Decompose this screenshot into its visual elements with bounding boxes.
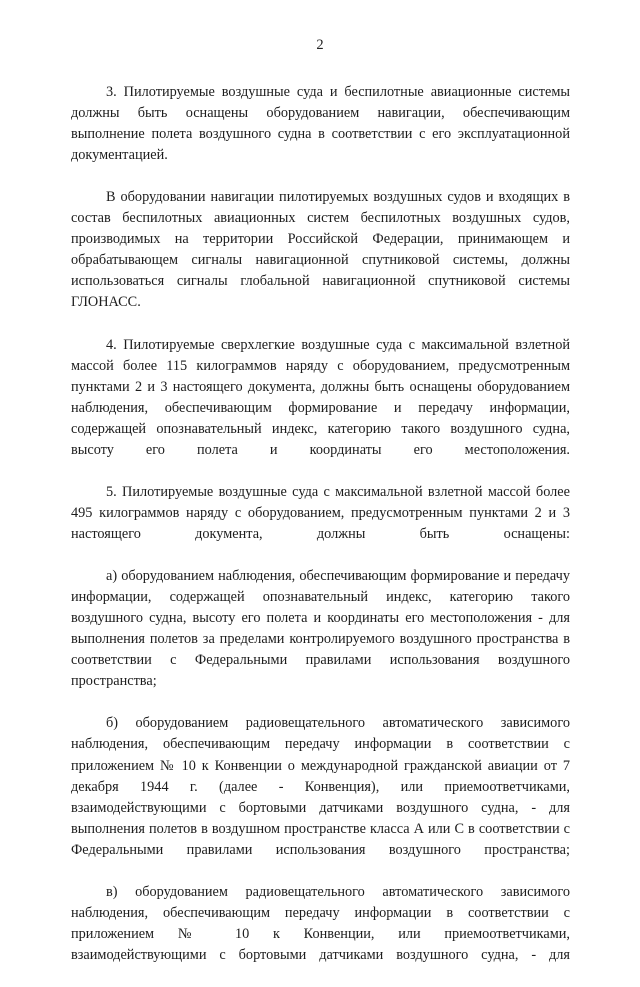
paragraph-item-3-continued: В оборудовании навигации пилотируемых воздушных судов и входящих в состав беспилотных авиационных систем беспилотных воздушных судов, производимых на территории Российской Федерации, принимающем и обрабатывающем сигналы навигационной спутниковой системы, должны использоваться сигналы глобальной навигационной спутниковой системы ГЛОНАСС. [71,189,570,311]
paragraph-item-4: 4. Пилотируемые сверхлегкие воздушные суда с максимальной взлетной массой более 115 килограммов наряду с оборудованием, предусмотренным пунктами 2 и 3 настоящего документа, должны быть оснащены оборудованием наблюдения, обеспечивающим формирование и передачу информации, содержащей опознавательный индекс, категорию такого воздушного судна, высоту его полета и координаты его местоположения. [71,336,570,458]
paragraph-item-5: 5. Пилотируемые воздушные суда с максимальной взлетной массой более 495 килограммов наряду с оборудованием, предусмотренным пунктами 2 и 3 настоящего документа, должны быть оснащены: [71,483,570,542]
paragraph-item-3: 3. Пилотируемые воздушные суда и беспилотные авиационные системы должны быть оснащены оборудованием навигации, обеспечивающим выполнение полета воздушного судна в соответствии с его эксплуатационной документацией. [71,84,570,164]
document-body [71,82,570,987]
page-number: 2 [316,37,324,53]
paragraph-item-5-a: а) оборудованием наблюдения, обеспечивающим формирование и передачу информации, содержащей опознавательный индекс, категорию такого воздушного судна, высоту его полета и координаты его местоположения - для выполнения полетов за пределами контролируемого воздушного пространства в соответствии с Федеральными правилами использования воздушного пространства; [71,568,570,690]
paragraph-item-5-v: в) оборудованием радиовещательного автоматического зависимого наблюдения, обеспечивающим передачу информации в соответствии с приложением № 10 к Конвенции, или приемоответчиками, взаимодействующими с бортовыми датчиками воздушного судна, - для [71,883,570,963]
paragraph-item-5-b: б) оборудованием радиовещательного автоматического зависимого наблюдения, обеспечивающим передачу информации в соответствии с приложением № 10 к Конвенции о международной гражданской авиации от 7 декабря 1944 г. (далее - Конвенция), или приемоответчиками, взаимодействующими с бортовыми датчиками воздушного судна, - для выполнения полетов в воздушном пространстве класса А или С в соответствии с Федеральными правилами использования воздушного пространства; [71,715,570,858]
